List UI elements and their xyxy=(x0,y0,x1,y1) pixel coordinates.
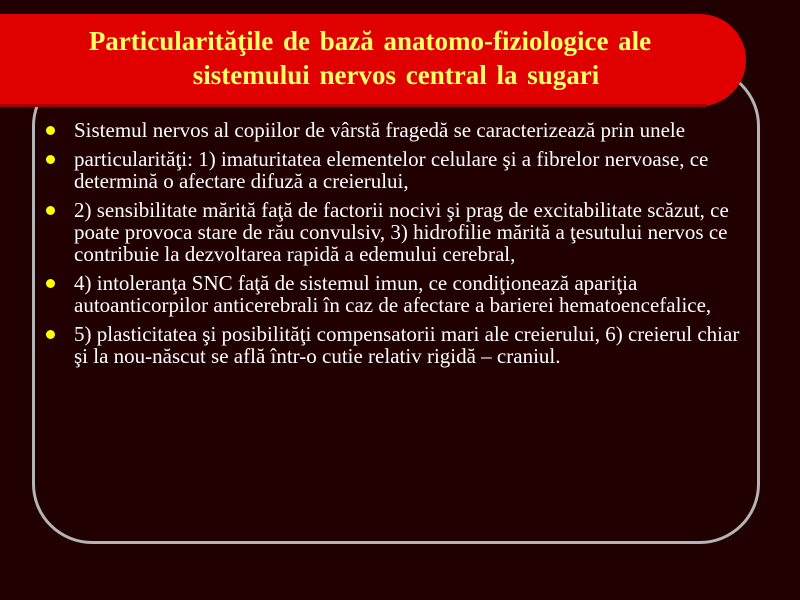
bullet-dot-icon xyxy=(46,206,55,215)
bullet-item xyxy=(44,272,754,316)
slide-title-line-1: Particularităţile de bază anatomo-fiziologice ale xyxy=(88,26,652,56)
slide-title-line-2: sistemului nervos central la sugari xyxy=(192,60,600,90)
bullet-dot-icon xyxy=(46,279,55,288)
bullet-text: 5) plasticitatea şi posibilităţi compensatorii mari ale creierului, 6) creierul chiar şi la nou-născut se află într-o cutie relativ rigidă – craniul. xyxy=(74,322,740,368)
bullet-text: 2) sensibilitate mărită faţă de factorii nocivi şi prag de excitabilitate scăzut, ce poate provoca stare de rău convulsiv, 3) hidrofilie mărită a ţesutului nervos ce contribuie la dezvoltarea rapidă a edemului cerebral, xyxy=(74,198,729,266)
bullet-list xyxy=(44,119,754,374)
bullet-item xyxy=(44,119,754,141)
bullet-dot-icon xyxy=(46,126,55,135)
bullet-item xyxy=(44,148,754,192)
bullet-item xyxy=(44,199,754,265)
bullet-text: 4) intoleranţa SNC faţă de sistemul imun, ce condiţionează apariţia autoanticorpilor anticerebrali în caz de afectare a barierei hematoencefalice, xyxy=(74,271,712,317)
bullet-dot-icon xyxy=(46,330,55,339)
bullet-text: particularităţi: 1) imaturitatea elementelor celulare şi a fibrelor nervoase, ce determină o afectare difuză a creierului, xyxy=(74,147,709,193)
slide-title xyxy=(0,24,740,92)
bullet-item xyxy=(44,323,754,367)
bullet-text: Sistemul nervos al copiilor de vârstă fragedă se caracterizează prin unele xyxy=(74,118,686,142)
bullet-dot-icon xyxy=(46,155,55,164)
title-underline xyxy=(0,104,706,107)
